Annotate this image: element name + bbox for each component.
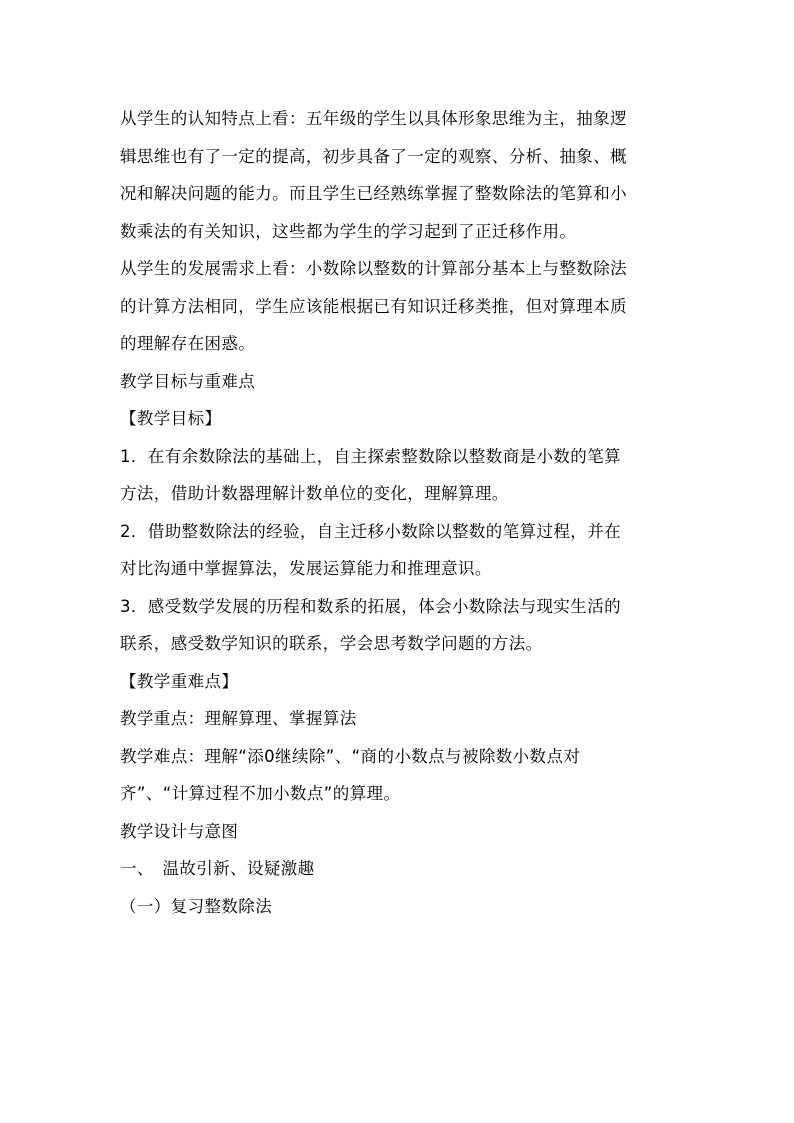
document-page [120, 100, 680, 925]
goal-item: 1．在有余数除法的基础上，自主探索整数除以整数商是小数的笔算 [120, 446, 621, 466]
key-point: 教学重点：理解算理、掌握算法 [120, 709, 357, 728]
text-line: 从学生的认知特点上看：五年级的学生以具体形象思维为主，抽象逻 [120, 109, 627, 128]
goal-item: 3．感受数学发展的历程和数系的拓展，体会小数除法与现实生活的 [120, 596, 621, 616]
goals-heading: 【教学目标】 [120, 409, 222, 428]
part-heading: 一、 温故引新、设疑激趣 [120, 859, 315, 878]
sub-heading: （一）复习整数除法 [120, 896, 273, 916]
text-line: 的计算方法相同，学生应该能根据已有知识迁移类推，但对算理本质 [120, 296, 627, 316]
text-line: 况和解决问题的能力。而且学生已经熟练掌握了整数除法的笔算和小 [120, 184, 627, 203]
section-title: 教学设计与意图 [120, 821, 239, 841]
goal-item-continued: 联系，感受数学知识的联系，学会思考数学问题的方法。 [120, 634, 543, 653]
text-line: 从学生的发展需求上看：小数除以整数的计算部分基本上与整数除法 [120, 259, 627, 278]
difficulty-point-continued: 齐”、“计算过程不加小数点”的算理。 [120, 784, 401, 803]
section-title: 教学目标与重难点 [120, 371, 256, 391]
difficulty-point: 教学难点：理解“添0继续除”、“商的小数点与被除数小数点对 [120, 746, 581, 766]
text-line: 数乘法的有关知识，这些都为学生的学习起到了正迁移作用。 [120, 221, 577, 241]
text-line: 辑思维也有了一定的提高，初步具备了一定的观察、分析、抽象、概 [120, 146, 627, 166]
key-heading: 【教学重难点】 [120, 671, 239, 691]
goal-item-continued: 对比沟通中掌握算法，发展运算能力和推理意识。 [120, 559, 492, 578]
text-line: 的理解存在困惑。 [120, 334, 256, 353]
goal-item: 2．借助整数除法的经验，自主迁移小数除以整数的笔算过程，并在 [120, 521, 621, 541]
goal-item-continued: 方法，借助计数器理解计数单位的变化，理解算理。 [120, 484, 509, 503]
